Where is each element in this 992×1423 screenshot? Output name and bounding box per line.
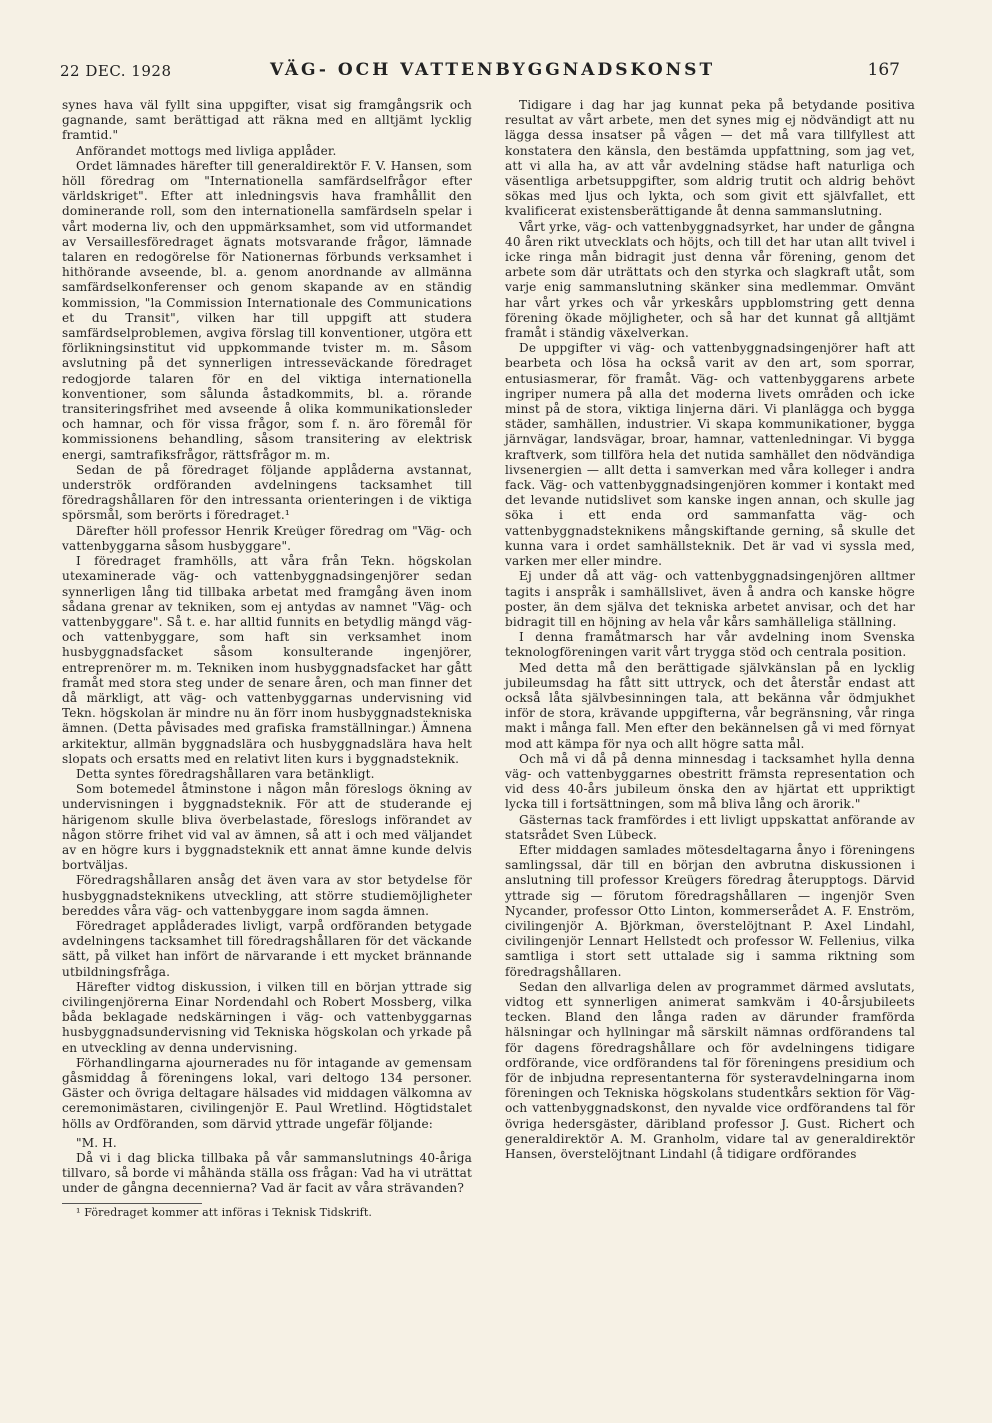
paragraph: I föredraget framhölls, att våra från Tekn. högskolan utexaminerade väg- och vattenbyggnadsingenjörer sedan synnerligen lång tid tillbaka arbetat med framgång även inom sådana grenar av tekniken, som ej antydas av namnet "Väg- och vattenbyggare". Så t. e. har alltid funnits en betydlig mängd väg- och vattenbyggare, som haft sin verksamhet inom husbyggnadsfacket såsom konsulterande ingenjörer, entreprenörer m. m. Tekniken inom husbyggnadsfacket har gått framåt med stora steg under de senare åren, och man finner det då märkligt, att väg- och vattenbyggarnas undervisning vid Tekn. högskolan är mindre nu än förr inom husbyggnadstekniska ämnen. (Detta påvisades med grafiska framställningar.) Ämnena arkitektur, allmän byggnadslära och husbyggnadslära hava helt slopats och ersatts med en relativt liten kurs i byggnadsteknik. [62,554,472,766]
paragraph: Sedan de på föredraget följande applåderna avstannat, underströk ordföranden avdelningens tacksamhet till föredragshållaren för den intressanta orienteringen i de viktiga spörsmål, som berörts i föredraget.¹ [62,462,472,523]
paragraph: Anförandet mottogs med livliga applåder. [76,143,337,158]
issue-date: 22 DEC. 1928 [60,62,172,80]
paragraph: Tidigare i dag har jag kunnat peka på betydande positiva resultat av vårt arbete, men det synes mig ej nödvändigt att nu lägga dessa insatser på vågen — det må vara tillfyllest att konstatera den känsla, den bestämda uppfattning, som jag vet, att vi alla ha, av att vår avdelning städse haft naturliga och väsentliga arbetsuppgifter, som aldrig trutit och aldrig behövt sökas med ljus och lykta, och som givit ett självfallet, ett kvalificerat existensberättigande åt denna sammanslutning. [505,98,915,219]
paragraph: Förhandlingarna ajournerades nu för intagande av gemensam gåsmiddag å föreningens lokal, vari deltogo 134 personer. Gäster och övriga deltagare hälsades vid middagen välkomna av ceremonimästaren, civilingenjör E. Paul Wretlind. Högtidstalet hölls av Ordföranden, som därvid yttrade ungefär följande: [62,1055,472,1131]
quote-salutation: "M. H. [76,1135,117,1150]
page-header [60,56,900,96]
paragraph: synes hava väl fyllt sina uppgifter, visat sig framgångsrik och gagnande, samt berättigad att räkna med en alltjämt lycklig framtid." [62,98,472,143]
paragraph: Med detta må den berättigade självkänslan på en lycklig jubileumsdag ha fått sitt uttryck, och det återstår endast att också låta självbesinningen tala, att bekänna vår ödmjukhet inför de stora, krävande uppgifterna, vår begränsning, vår ringa makt i många fall. Men efter den bekännelsen gå vi med förnyat mod att kämpa för nya och allt högre satta mål. [505,660,915,751]
paragraph: Som botemedel åtminstone i någon mån föreslogs ökning av undervisningen i byggnadsteknik. För att de studerande ej härigenom skulle bliva överbelastade, föreslogs införandet av någon större frihet vid val av ämnen, så att i och med väljandet av en högre kurs i byggnadsteknik ett annat ämne kunde delvis bortväljas. [62,782,472,873]
footnote: ¹ Föredraget kommer att införas i Teknisk Tidskrift. [76,1205,373,1219]
page-number: 167 [867,60,900,80]
paragraph: Sedan den allvarliga delen av programmet därmed avslutats, vidtog ett synnerligen animerat samkväm i 40-årsjubileets tecken. Bland den långa raden av därunder framförda hälsningar och hyllningar må särskilt nämnas ordförandens tal för dagens föredragshållare och för avdelningens tidigare ordförande, vice ordförandens tal för föreningens presidium och för de inbjudna representanterna för systeravdelningarna inom föreningen och Tekniska högskolans studentkårs sektion för Väg- och vattenbyggnadskonst, den nyvalde vice ordförandens tal för övriga hedersgäster, däribland professor J. Gust. Richert och generaldirektör A. M. Granholm, vidare tal av generaldirektör Hansen, överstelöjtnant Lindahl (å tidigare ordförandes [505,979,915,1162]
paragraph: Ordet lämnades härefter till generaldirektör F. V. Hansen, som höll föredrag om "Internationella samfärdselfrågor efter världskriget". Efter att inledningsvis hava framhållit den dominerande roll, som den internationella samfärdseln spelar i vårt moderna liv, och den uppmärksamhet, som vid utformandet av Versaillesföredraget ägnats motsvarande frågor, lämnade talaren en redogörelse för Nationernas förbunds verksamhet i hithörande avseende, bl. a. genom anordnande av allmänna samfärdselkonferenser och genom skapande av en ständig kommission, "la Commission Internationale des Communications et du Transit", vilken har till uppgift att studera samfärdselproblemen, avgiva förslag till konventioner, utgöra ett förlikningsinstitut vid uppkommande tvister m. m. Såsom avslutning på det synnerligen intresseväckande föredraget redogjorde talaren för en del viktiga internationella konventioner, som sålunda åstadkommits, bl. a. rörande transiteringsfrihet med avseende å olika kommunikationsleder och hamnar, och för vissa frågor, som f. n. äro föremål för kommissionens behandling, såsom transitering av elektrisk energi, samtrafiksfrågor, rättsfrågor m. m. [62,158,472,462]
paragraph: Vårt yrke, väg- och vattenbyggnadsyrket, har under de gångna 40 åren rikt utvecklats och höjts, och till det har utan allt tvivel i icke ringa mån bidragit just denna vår förening, genom det arbete som där uträttats och den styrka och slagkraft utåt, som varje enig sammanslutning skänker sina medlemmar. Omvänt har vårt yrkes och vår yrkeskårs uppblomstring gett denna förening ökade möjligheter, och så har det kunnat gå alltjämt framåt i ständig växelverkan. [505,219,915,341]
paragraph: Gästernas tack framfördes i ett livligt uppskattat anförande av statsrådet Sven Lübeck. [505,812,915,842]
paragraph: Efter middagen samlades mötesdeltagarna ånyo i föreningens samlingssal, där till en början den avbrutna diskussionen i anslutning till professor Kreügers föredrag återupptogs. Därvid yttrade sig — förutom föredragshållaren — ingenjör Sven Nycander, professor Otto Linton, kommerserådet A. F. Enström, civilingenjör A. Björkman, överstelöjtnant P. Axel Lindahl, civilingenjör Lennart Hellstedt och professor W. Fellenius, vilka samtliga i stort sett uttalade sig i samma riktning som föredragshållaren. [505,842,915,979]
journal-title: VÄG- OCH VATTENBYGGNADSKONST [270,60,716,80]
paragraph: Föredraget applåderades livligt, varpå ordföranden betygade avdelningens tacksamhet till föredragshållaren för det väckande sätt, på vilket han infört de närvarande i ett mycket brännande utbildningsfråga. [62,918,472,979]
paragraph: Detta syntes föredragshållaren vara betänkligt. [76,766,375,781]
paragraph: Därefter höll professor Henrik Kreüger föredrag om "Väg- och vattenbyggarna såsom husbyggare". [62,523,472,553]
paragraph: Härefter vidtog diskussion, i vilken till en början yttrade sig civilingenjörerna Einar Nordendahl och Robert Mossberg, vilka båda beklagade nedskärningen i väg- och vattenbyggarnas husbyggnadsundervisning vid Tekniska högskolan och yrkade på en utveckling av denna undervisning. [62,979,472,1055]
footnote-rule [62,1203,202,1204]
paragraph: Ej under då att väg- och vattenbyggnadsingenjören alltmer tagits i anspråk i samhällslivet, även å andra och kanske högre poster, än dem själva det tekniska arbetet anvisar, och det har bidragit till en höjning av hela vår kårs samhälleliga ställning. [505,569,915,629]
quote-paragraph: Då vi i dag blicka tillbaka på vår sammanslutnings 40-åriga tillvaro, så borde vi måhända ställa oss frågan: Vad ha vi uträttat under de gångna decennierna? Vad är facit av våra strävanden? [62,1151,472,1196]
right-column [505,98,915,1162]
paragraph: Föredragshållaren ansåg det även vara av stor betydelse för husbyggnadsteknikens utveckling, att större studiemöjligheter bereddes våra väg- och vattenbyggare inom sagda ämnen. [62,873,472,918]
paragraph: De uppgifter vi väg- och vattenbyggnadsingenjörer haft att bearbeta och lösa ha också varit av den art, som sporrar, entusiasmerar, för framåt. Väg- och vattenbyggarens arbete ingriper numera på alla det moderna livets områden och icke minst på de stora, viktiga linjerna däri. Vi planlägga och bygga städer, samhällen, industrier. Vi skapa kommunikationer, bygga järnvägar, landsvägar, broar, hamnar, vattenledningar. Vi bygga kraftverk, som tillföra hela det nutida samhället den nödvändiga livsenergien — allt detta i samverkan med våra kolleger i andra fack. Väg- och vattenbyggnadsingenjören kommer i kontakt med det levande nutidslivet som kanske ingen annan, och skulle jag söka i ett enda ord sammanfatta väg- och vattenbyggnadsteknikens mångskiftande gerning, så skulle det kunna vara i ordet samhällsteknik. Det är vad vi syssla med, varken mer eller mindre. [505,341,915,569]
paragraph: Och må vi då på denna minnesdag i tacksamhet hylla denna väg- och vattenbyggarnes obestritt främsta representation och vid dess 40-års jubileum önska den av hjärtat ett uppriktigt lycka till i fortsättningen, som må bliva lång och ärorik." [505,751,915,812]
paragraph: I denna framåtmarsch har vår avdelning inom Svenska teknologföreningen varit vårt trygga stöd och centrala position. [505,630,915,660]
left-column [62,98,472,1220]
